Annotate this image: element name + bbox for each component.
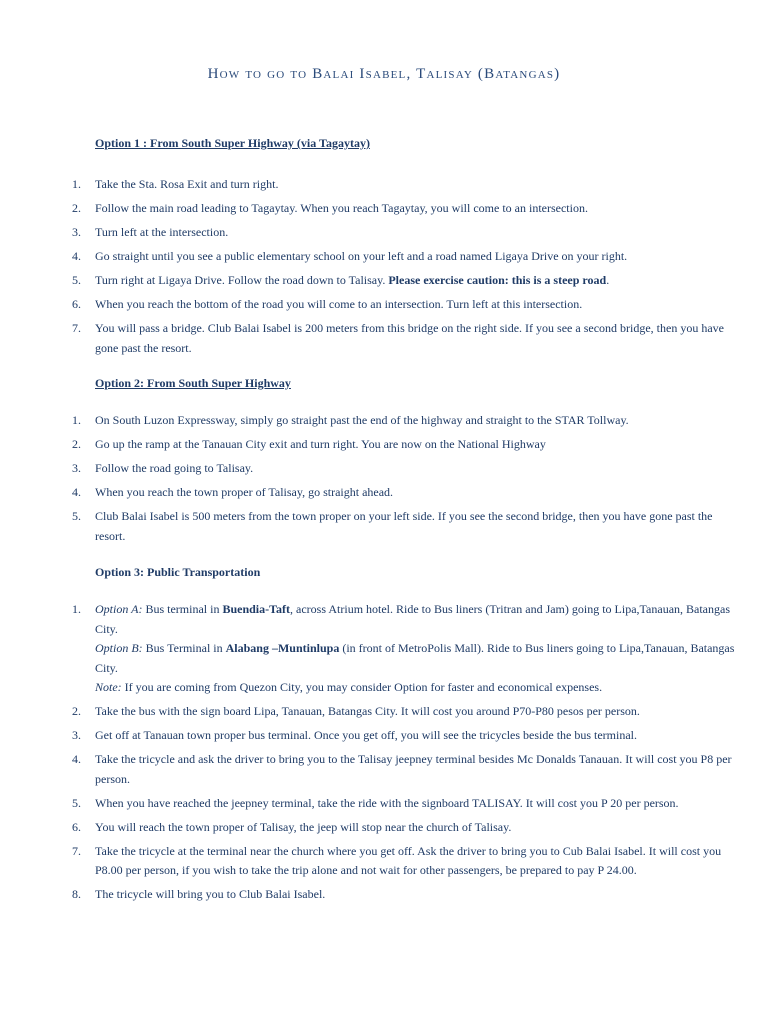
list-item: 3. Turn left at the intersection. <box>72 225 229 239</box>
terminal-name: Buendia-Taft <box>222 602 291 616</box>
list-item: 4. When you reach the town proper of Talisay, go straight ahead. <box>72 485 394 499</box>
option2-heading: Option 2: From South Super Highway <box>95 376 291 390</box>
list-item: 4. Go straight until you see a public elementary school on your left and a road named Ligaya Drive on your right. <box>72 249 628 263</box>
option3-heading: Option 3: Public Transportation <box>95 565 261 579</box>
list-item: 6. When you reach the bottom of the road you will come to an intersection. Turn left at this intersection. <box>72 297 583 311</box>
list-item: 5. Club Balai Isabel is 500 meters from the town proper on your left side. If you see the second bridge, then you have gone past the resort. <box>72 509 713 543</box>
list-item: 1. Option A: Bus terminal in Buendia-Taft, across Atrium hotel. Ride to Bus liners (Tritran and Jam) going to Lipa,Tanauan, Batangas City. Option B: Bus Terminal in Alabang –Muntinlupa (in front of MetroPolis Mall). Ride to Bus liners going to Lipa,Tanauan, Batangas City. Note: If you are coming from Quezon City, you may consider Option for faster and economical expenses. <box>72 602 735 694</box>
list-item: 3. Get off at Tanauan town proper bus terminal. Once you get off, you will see the tricycles beside the bus terminal. <box>72 728 638 742</box>
option2-steps <box>0 411 768 551</box>
list-item: 2. Go up the ramp at the Tanauan City exit and turn right. You are now on the National Highway <box>72 437 546 451</box>
list-item: 5. Turn right at Ligaya Drive. Follow the road down to Talisay. Please exercise caution: this is a steep road. <box>72 273 610 287</box>
terminal-name: Alabang –Muntinlupa <box>225 641 340 655</box>
list-item: 6. You will reach the town proper of Talisay, the jeep will stop near the church of Talisay. <box>72 819 512 834</box>
list-item: 2. Take the bus with the sign board Lipa, Tanauan, Batangas City. It will cost you around P70-P80 pesos per person. <box>72 704 640 718</box>
note-label: Note: <box>95 680 122 694</box>
list-item: 4. Take the tricycle and ask the driver to bring you to the Talisay jeepney terminal besides Mc Donalds Tanauan. It will cost you P8 per person. <box>72 752 732 786</box>
list-item: 1. Take the Sta. Rosa Exit and turn right. <box>72 177 279 191</box>
page-title: How to go to Balai Isabel, Talisay (Batangas) <box>207 66 561 82</box>
option3-steps <box>0 600 768 909</box>
list-item: 7. You will pass a bridge. Club Balai Isabel is 200 meters from this bridge on the right side. If you see a second bridge, then you have gone past the resort. <box>72 321 724 355</box>
option-a-label: Option A: <box>95 602 143 616</box>
list-item: 1. On South Luzon Expressway, simply go straight past the end of the highway and straight to the STAR Tollway. <box>72 413 629 427</box>
list-item: 2. Follow the main road leading to Tagaytay. When you reach Tagaytay, you will come to an intersection. <box>72 201 588 215</box>
list-item: 5. When you have reached the jeepney terminal, take the ride with the signboard TALISAY. It will cost you P 20 per person. <box>72 795 679 810</box>
option-b-label: Option B: <box>95 641 143 655</box>
list-item: 8. The tricycle will bring you to Club Balai Isabel. <box>72 887 326 901</box>
list-item: 3. Follow the road going to Talisay. <box>72 461 254 475</box>
option1-steps <box>0 175 768 363</box>
list-item: 7. Take the tricycle at the terminal near the church where you get off. Ask the driver to bring you to Cub Balai Isabel. It will cost you P8.00 per person, if you wish to take the trip alone and not wait for other passengers, be prepared to pay P 24.00. <box>72 843 722 877</box>
caution-text: Please exercise caution: this is a steep road <box>388 273 607 287</box>
option1-heading: Option 1 : From South Super Highway (via Tagaytay) <box>95 136 370 150</box>
